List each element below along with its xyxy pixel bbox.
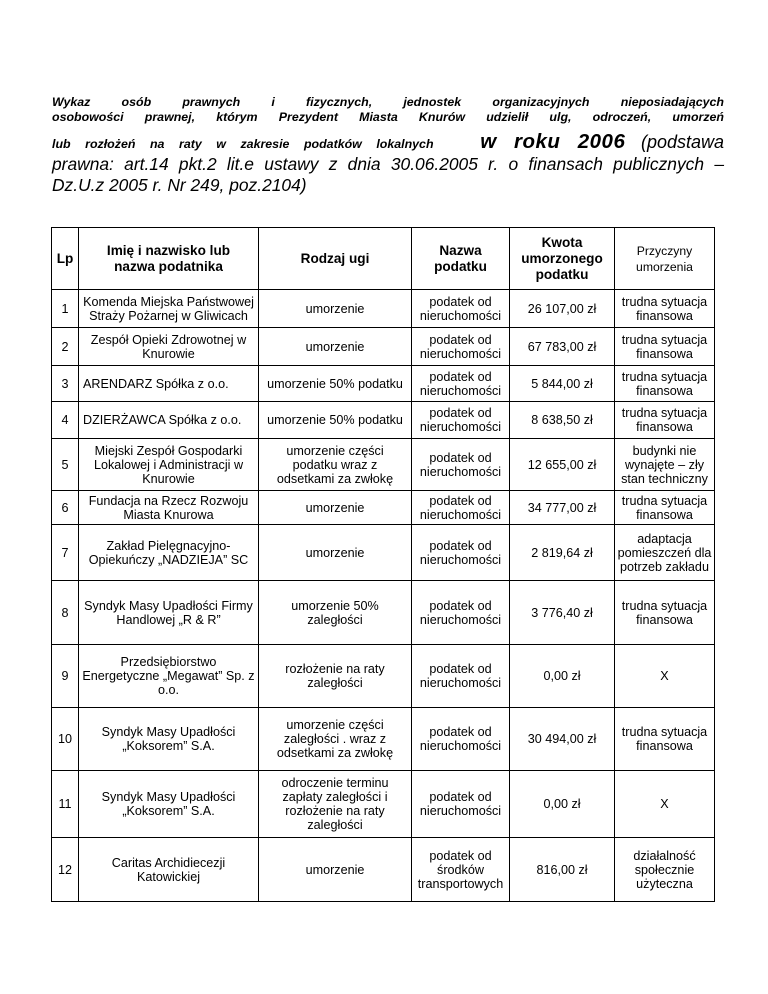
cell-reason: budynki nie wynajęte – zły stan techniczny — [615, 439, 715, 491]
cell-lp: 2 — [52, 328, 79, 366]
table-row — [52, 402, 715, 439]
cell-tax: podatek od nieruchomości — [412, 645, 510, 708]
header-line-3 — [52, 130, 724, 154]
header-amount: Kwota umorzonego podatku — [510, 228, 615, 290]
cell-tax: podatek od nieruchomości — [412, 439, 510, 491]
cell-lp: 5 — [52, 439, 79, 491]
cell-amount: 34 777,00 zł — [510, 491, 615, 525]
cell-reason: trudna sytuacja finansowa — [615, 581, 715, 645]
cell-tax: podatek od nieruchomości — [412, 402, 510, 439]
cell-reason: trudna sytuacja finansowa — [615, 708, 715, 771]
cell-name: Komenda Miejska Państwowej Straży Pożarnej w Gliwicach — [79, 290, 259, 328]
cell-type: rozłożenie na raty zaległości — [259, 645, 412, 708]
header-line-5: Dz.U.z 2005 r. Nr 249, poz.2104) — [52, 175, 307, 195]
cell-name: Fundacja na Rzecz Rozwoju Miasta Knurowa — [79, 491, 259, 525]
cell-amount: 2 819,64 zł — [510, 525, 615, 581]
table-row — [52, 328, 715, 366]
header-name: Imię i nazwisko lub nazwa podatnika — [79, 228, 259, 290]
cell-lp: 3 — [52, 366, 79, 402]
cell-lp: 4 — [52, 402, 79, 439]
cell-tax: podatek od nieruchomości — [412, 771, 510, 838]
table-row — [52, 439, 715, 491]
cell-amount: 67 783,00 zł — [510, 328, 615, 366]
document-header — [52, 95, 724, 196]
cell-name: Zespół Opieki Zdrowotnej w Knurowie — [79, 328, 259, 366]
relief-table — [51, 227, 715, 902]
cell-amount: 8 638,50 zł — [510, 402, 615, 439]
cell-reason: trudna sytuacja finansowa — [615, 491, 715, 525]
cell-name: Caritas Archidiecezji Katowickiej — [79, 838, 259, 902]
cell-reason: działalność społecznie użyteczna — [615, 838, 715, 902]
header-line-2: osobowości prawnej, którym Prezydent Miasta Knurów udzielił ulg, odroczeń, umorzeń — [52, 110, 724, 124]
header-line-3-rest: (podstawa — [640, 132, 725, 152]
header-year: w roku 2006 — [480, 130, 626, 153]
header-type: Rodzaj ugi — [259, 228, 412, 290]
cell-type: umorzenie 50% podatku — [259, 402, 412, 439]
cell-type: umorzenie 50% podatku — [259, 366, 412, 402]
table-row — [52, 838, 715, 902]
table-row — [52, 491, 715, 525]
cell-name: Syndyk Masy Upadłości Firmy Handlowej „R & R” — [79, 581, 259, 645]
cell-amount: 26 107,00 zł — [510, 290, 615, 328]
cell-lp: 6 — [52, 491, 79, 525]
table-row — [52, 525, 715, 581]
cell-type: umorzenie — [259, 525, 412, 581]
header-tax: Nazwa podatku — [412, 228, 510, 290]
cell-tax: podatek od nieruchomości — [412, 328, 510, 366]
cell-reason: X — [615, 645, 715, 708]
cell-type: umorzenie 50% zaległości — [259, 581, 412, 645]
table-row — [52, 290, 715, 328]
header-line-1: Wykaz osób prawnych i fizycznych, jednostek organizacyjnych nieposiadających — [52, 95, 724, 109]
table-row — [52, 581, 715, 645]
cell-tax: podatek od nieruchomości — [412, 491, 510, 525]
header-reason: Przyczyny umorzenia — [615, 228, 715, 290]
cell-type: umorzenie części podatku wraz z odsetkami za zwłokę — [259, 439, 412, 491]
table-header-row — [52, 228, 715, 290]
cell-name: DZIERŻAWCA Spółka z o.o. — [79, 402, 259, 439]
cell-type: umorzenie części zaległości . wraz z odsetkami za zwłokę — [259, 708, 412, 771]
cell-tax: podatek od nieruchomości — [412, 290, 510, 328]
table-row — [52, 708, 715, 771]
cell-tax: podatek od nieruchomości — [412, 525, 510, 581]
cell-tax: podatek od nieruchomości — [412, 708, 510, 771]
cell-amount: 30 494,00 zł — [510, 708, 615, 771]
cell-lp: 12 — [52, 838, 79, 902]
cell-name: Syndyk Masy Upadłości „Koksorem” S.A. — [79, 771, 259, 838]
cell-amount: 5 844,00 zł — [510, 366, 615, 402]
cell-lp: 8 — [52, 581, 79, 645]
cell-type: umorzenie — [259, 328, 412, 366]
header-line-3-bold: lub rozłożeń na raty w zakresie podatków lokalnych — [52, 137, 434, 151]
cell-lp: 1 — [52, 290, 79, 328]
cell-tax: podatek od nieruchomości — [412, 581, 510, 645]
cell-tax: podatek od środków transportowych — [412, 838, 510, 902]
cell-reason: X — [615, 771, 715, 838]
table-row — [52, 645, 715, 708]
cell-reason: adaptacja pomieszczeń dla potrzeb zakładu — [615, 525, 715, 581]
cell-lp: 11 — [52, 771, 79, 838]
cell-type: umorzenie — [259, 290, 412, 328]
cell-lp: 7 — [52, 525, 79, 581]
cell-type: odroczenie terminu zapłaty zaległości i rozłożenie na raty zaległości — [259, 771, 412, 838]
cell-amount: 3 776,40 zł — [510, 581, 615, 645]
cell-reason: trudna sytuacja finansowa — [615, 366, 715, 402]
cell-lp: 9 — [52, 645, 79, 708]
cell-amount: 0,00 zł — [510, 645, 615, 708]
table-row — [52, 366, 715, 402]
cell-name: ARENDARZ Spółka z o.o. — [79, 366, 259, 402]
cell-name: Miejski Zespół Gospodarki Lokalowej i Administracji w Knurowie — [79, 439, 259, 491]
table-row — [52, 771, 715, 838]
cell-amount: 12 655,00 zł — [510, 439, 615, 491]
cell-lp: 10 — [52, 708, 79, 771]
cell-type: umorzenie — [259, 838, 412, 902]
cell-name: Syndyk Masy Upadłości „Koksorem” S.A. — [79, 708, 259, 771]
cell-reason: trudna sytuacja finansowa — [615, 290, 715, 328]
cell-tax: podatek od nieruchomości — [412, 366, 510, 402]
header-lp: Lp — [52, 228, 79, 290]
cell-name: Przedsiębiorstwo Energetyczne „Megawat” Sp. z o.o. — [79, 645, 259, 708]
cell-amount: 816,00 zł — [510, 838, 615, 902]
cell-reason: trudna sytuacja finansowa — [615, 402, 715, 439]
header-line-4: prawna: art.14 pkt.2 lit.e ustawy z dnia 30.06.2005 r. o finansach publicznych – — [52, 154, 724, 174]
cell-name: Zakład Pielęgnacyjno- Opiekuńczy „NADZIEJA” SC — [79, 525, 259, 581]
cell-reason: trudna sytuacja finansowa — [615, 328, 715, 366]
cell-type: umorzenie — [259, 491, 412, 525]
cell-amount: 0,00 zł — [510, 771, 615, 838]
